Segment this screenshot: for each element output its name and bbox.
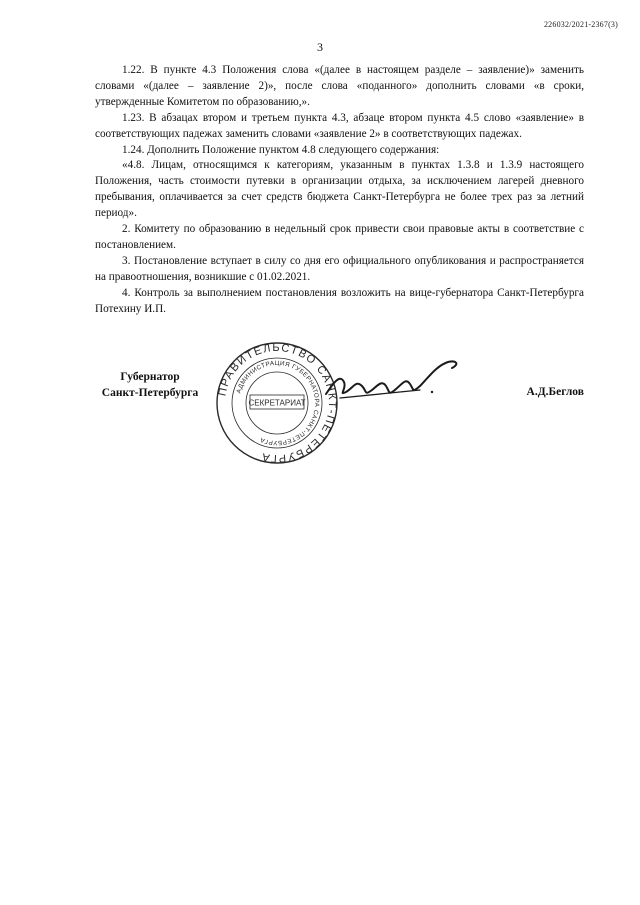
document-body xyxy=(95,63,584,318)
document-id: 226032/2021-2367(3) xyxy=(543,20,618,29)
seal-center-text: СЕКРЕТАРИАТ xyxy=(248,398,306,408)
handwritten-signature xyxy=(320,352,470,412)
paragraph-2: 2. Комитету по образованию в недельный срок привести свои правовые акты в соответствие с постановлением. xyxy=(95,223,584,251)
paragraph-4: 4. Контроль за выполнением постановления возложить на вице-губернатора Санкт-Петербурга Потехину И.П. xyxy=(95,286,584,315)
page-number: 3 xyxy=(317,40,323,54)
paragraph-1-23: 1.23. В абзацах втором и третьем пункта 4.3, абзаце втором пункта 4.5 слово «заявление» в соответствующих падежах заменить словами «заявление 2» в соответствующих падежах. xyxy=(95,111,584,140)
signer-name: А.Д.Беглов xyxy=(526,386,584,398)
paragraph-4-8: «4.8. Лицам, относящимся к категориям, указанным в пунктах 1.3.8 и 1.3.9 настоящего Положения, часть стоимости путевки в организации отдыха, за исключением лагерей дневного пребывания, оплачивается за счет средств бюджета Санкт-Петербурга не более трех раз за летний период». xyxy=(95,159,584,220)
signer-title-line1: Губернатор xyxy=(120,371,180,383)
seal-outer-text: ПРАВИТЕЛЬСТВО САНКТ-ПЕТЕРБУРГА xyxy=(216,342,338,464)
paragraph-1-22: 1.22. В пункте 4.3 Положения слова «(далее в настоящем разделе – заявление)» заменить словами «(далее – заявление 2)», после слова «поданного» дополнить словами «в сроки, утвержденные Комитетом по образованию,». xyxy=(95,64,584,108)
signer-title-line2: Санкт-Петербурга xyxy=(101,387,199,399)
signer-title xyxy=(95,369,205,401)
seal-inner-text: АДМИНИСТРАЦИЯ ГУБЕРНАТОРА САНКТ-ПЕТЕРБУРГА xyxy=(235,359,321,447)
paragraph-1-24: 1.24. Дополнить Положение пунктом 4.8 следующего содержания: xyxy=(122,143,440,156)
paragraph-3: 3. Постановление вступает в силу со дня его официального опубликования и распространяется на правоотношения, возникшие с 01.02.2021. xyxy=(95,254,584,283)
